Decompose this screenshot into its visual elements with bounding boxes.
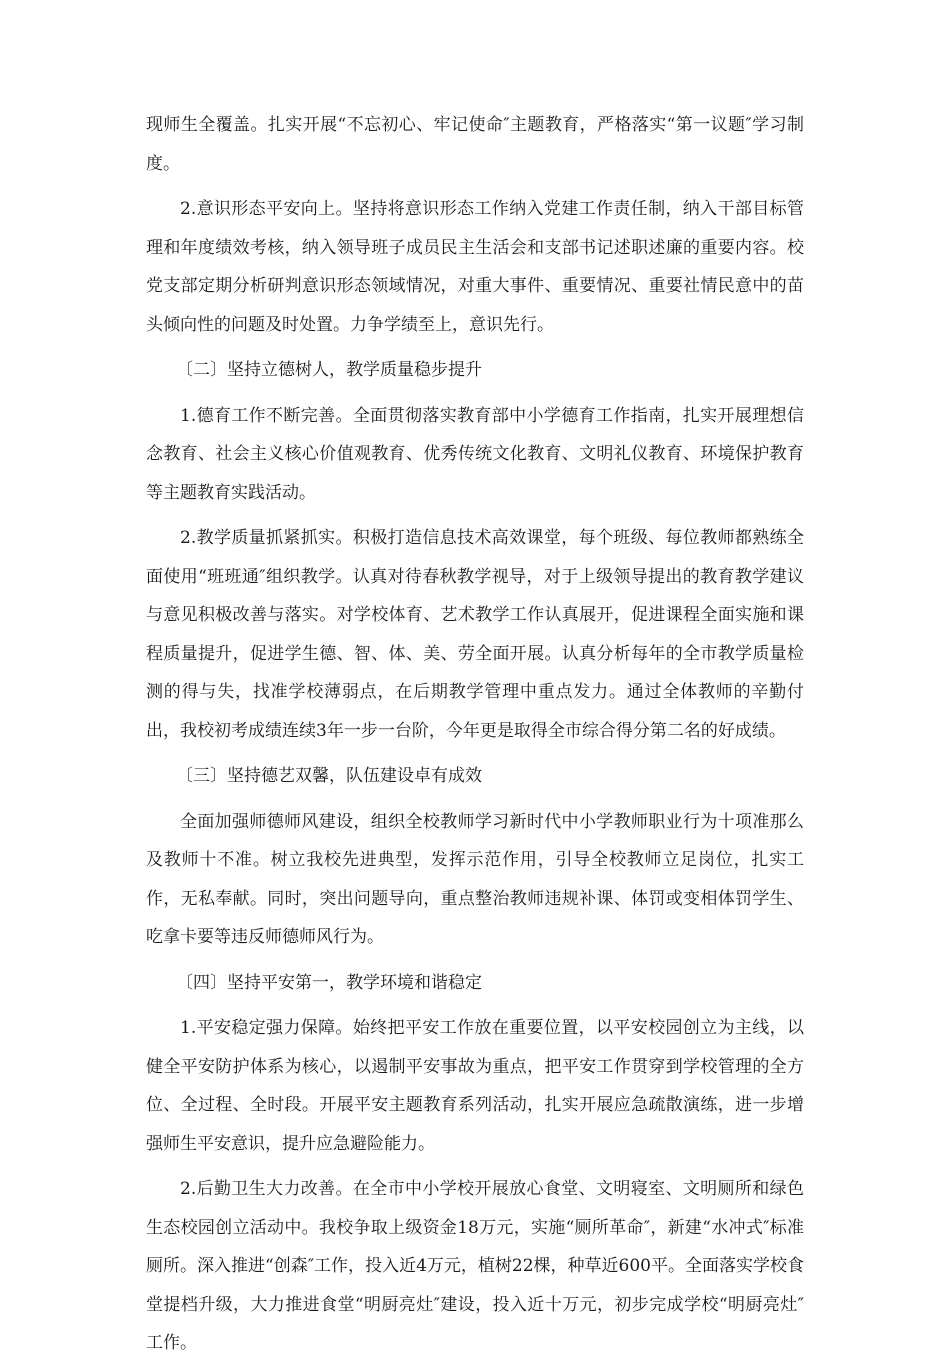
spacer xyxy=(146,957,804,964)
spacer xyxy=(146,750,804,757)
spacer xyxy=(146,1163,804,1170)
paragraph-teaching-quality: 2.教学质量抓紧抓实。积极打造信息技术高效课堂，每个班级、每位教师都熟练全面使用“班班通″组织教学。认真对待春秋教学视导，对于上级领导提出的教育教学建议与意见积极改善与落实。对学校体育、艺术教学工作认真展开，促进课程全面实施和课程质量提升，促进学生德、智、体、美、劳全面开展。认真分析每年的全市教学质量检测的得与失，找准学校薄弱点，在后期教学管理中重点发力。通过全体教师的辛勤付出，我校初考成绩连续3年一步一台阶，今年更是取得全市综合得分第二名的好成绩。 xyxy=(146,528,804,741)
paragraph-teacher-ethics: 全面加强师德师风建设，组织全校教师学习新时代中小学教师职业行为十项准那么及教师十不准。树立我校先进典型，发挥示范作用，引导全校教师立足岗位，扎实工作，无私奉献。同时，突出问题导向，重点整治教师违规补课、体罚或变相体罚学生、吃拿卡要等违反师德师风行为。 xyxy=(146,811,804,947)
section-heading-2: 〔二〕坚持立德树人，教学质量稳步提升 xyxy=(176,360,482,380)
section-heading-3: 〔三〕坚持德艺双馨，队伍建设卓有成效 xyxy=(176,766,482,786)
paragraph-ideology: 2.意识形态平安向上。坚持将意识形态工作纳入党建工作责任制，纳入干部目标管理和年度绩效考核，纳入领导班子成员民主生活会和支部书记述职述廉的重要内容。校党支部定期分析研判意识形态领域情况，对重大事件、重要情况、重要社情民意中的苗头倾向性的问题及时处置。力争学绩至上，意识先行。 xyxy=(146,199,804,335)
spacer xyxy=(146,512,804,519)
document-body xyxy=(146,106,804,1363)
paragraph-safety: 1.平安稳定强力保障。始终把平安工作放在重要位置，以平安校园创立为主线，以健全平安防护体系为核心，以遏制平安事故为重点，把平安工作贯穿到学校管理的全方位、全过程、全时段。开展平安主题教育系列活动，扎实开展应急疏散演练，进一步增强师生平安意识，提升应急避险能力。 xyxy=(146,1018,804,1154)
spacer xyxy=(146,183,804,190)
paragraph-continuation: 现师生全覆盖。扎实开展“不忘初心、牢记使命″主题教育，严格落实“第一议题″学习制度。 xyxy=(146,115,804,174)
spacer xyxy=(146,344,804,351)
spacer xyxy=(146,1002,804,1009)
spacer xyxy=(146,796,804,803)
spacer xyxy=(146,390,804,397)
paragraph-logistics: 2.后勤卫生大力改善。在全市中小学校开展放心食堂、文明寝室、文明厕所和绿色生态校园创立活动中。我校争取上级资金18万元，实施“厕所革命″，新建“水冲式″标准厕所。深入推进“创森″工作，投入近4万元，植树22棵，种草近600平。全面落实学校食堂提档升级，大力推进食堂“明厨亮灶″建设，投入近十万元，初步完成学校“明厨亮灶″工作。 xyxy=(146,1179,804,1353)
paragraph-moral-education: 1.德育工作不断完善。全面贯彻落实教育部中小学德育工作指南，扎实开展理想信念教育、社会主义核心价值观教育、优秀传统文化教育、文明礼仪教育、环境保护教育等主题教育实践活动。 xyxy=(146,405,804,503)
section-heading-4: 〔四〕坚持平安第一，教学环境和谐稳定 xyxy=(176,972,482,993)
